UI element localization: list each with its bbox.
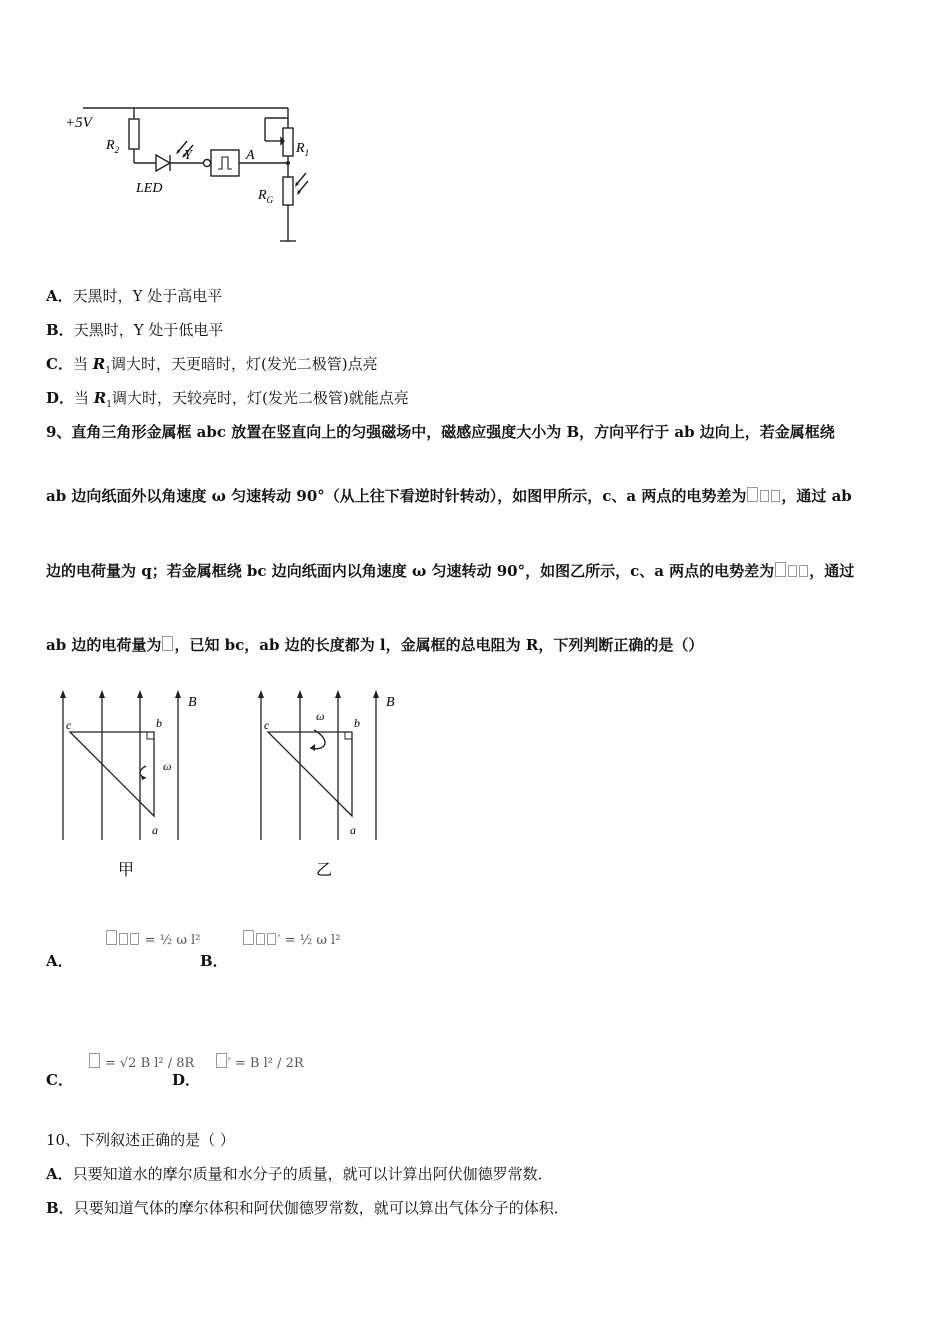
- r2-label: $R_2$: [106, 138, 120, 155]
- a-label: A: [246, 148, 255, 163]
- b-field-label: B: [386, 695, 395, 710]
- c-vertex-label: c: [66, 718, 72, 732]
- a-vertex-label: a: [152, 823, 158, 837]
- q9-option-a: A． = ½ ω l²: [46, 950, 172, 971]
- omega-label: ω: [163, 759, 172, 773]
- q9-option-c: C． = √2 B l² / 8R: [46, 1069, 184, 1090]
- figure-yi: [248, 688, 408, 883]
- fig-yi-caption: 乙: [316, 862, 333, 879]
- b-vertex-label: b: [354, 716, 360, 730]
- circuit-diagram: [50, 95, 350, 255]
- q9-option-b: B． ′ = ½ ω l²: [200, 950, 330, 971]
- q9-stem-line4: ab 边的电荷量为 ，已知 bc，ab 边的长度都为 l，金属框的总电阻为 R，下列判断正确的是（）: [46, 636, 704, 654]
- c-vertex-label: c: [264, 718, 270, 732]
- voltage-label: +5V: [65, 115, 92, 131]
- q8-option-d: D．当 $R_1$调大时，天较亮时，灯(发光二极管)就能点亮: [46, 389, 409, 410]
- b-field-label: B: [188, 695, 197, 710]
- q8-option-a: A．天黑时，Y 处于高电平: [46, 287, 223, 305]
- a-vertex-label: a: [350, 823, 356, 837]
- q10-option-b: B．只要知道气体的摩尔体积和阿伏伽德罗常数，就可以算出气体分子的体积．: [46, 1199, 569, 1217]
- q10-stem: 10、下列叙述正确的是（ ）: [46, 1131, 235, 1149]
- omega-label: ω: [316, 709, 325, 723]
- q8-option-c: C．当 $R_1$调大时，天更暗时，灯(发光二极管)点亮: [46, 355, 378, 376]
- figure-jia: [50, 688, 210, 883]
- fig-jia-caption: 甲: [118, 862, 135, 879]
- q9-stem-line1: 9、直角三角形金属框 abc 放置在竖直向上的匀强磁场中，磁感应强度大小为 B，方向平行于 ab 边向上，若金属框绕: [46, 423, 835, 441]
- q9-stem-line3: 边的电荷量为 q；若金属框绕 bc 边向纸面内以角速度 ω 匀速转动 90°，如图乙所示，c、a 两点的电势差为 ，通过: [46, 562, 855, 580]
- q9-stem-line2: ab 边向纸面外以角速度 ω 匀速转动 90°（从上往下看逆时针转动），如图甲所示，c、a 两点的电势差为 ，通过 ab: [46, 487, 852, 505]
- q8-option-b: B．天黑时，Y 处于低电平: [46, 321, 224, 339]
- r1-label: $R_1$: [296, 141, 310, 158]
- led-label: LED: [136, 181, 163, 196]
- q9-option-d: D． ′ = B l² / 2R: [172, 1069, 294, 1090]
- y-label: Y: [184, 148, 192, 163]
- b-vertex-label: b: [156, 716, 162, 730]
- rg-label: $R_G$: [258, 188, 274, 205]
- q10-option-a: A．只要知道水的摩尔质量和水分子的质量，就可以计算出阿伏伽德罗常数．: [46, 1165, 553, 1183]
